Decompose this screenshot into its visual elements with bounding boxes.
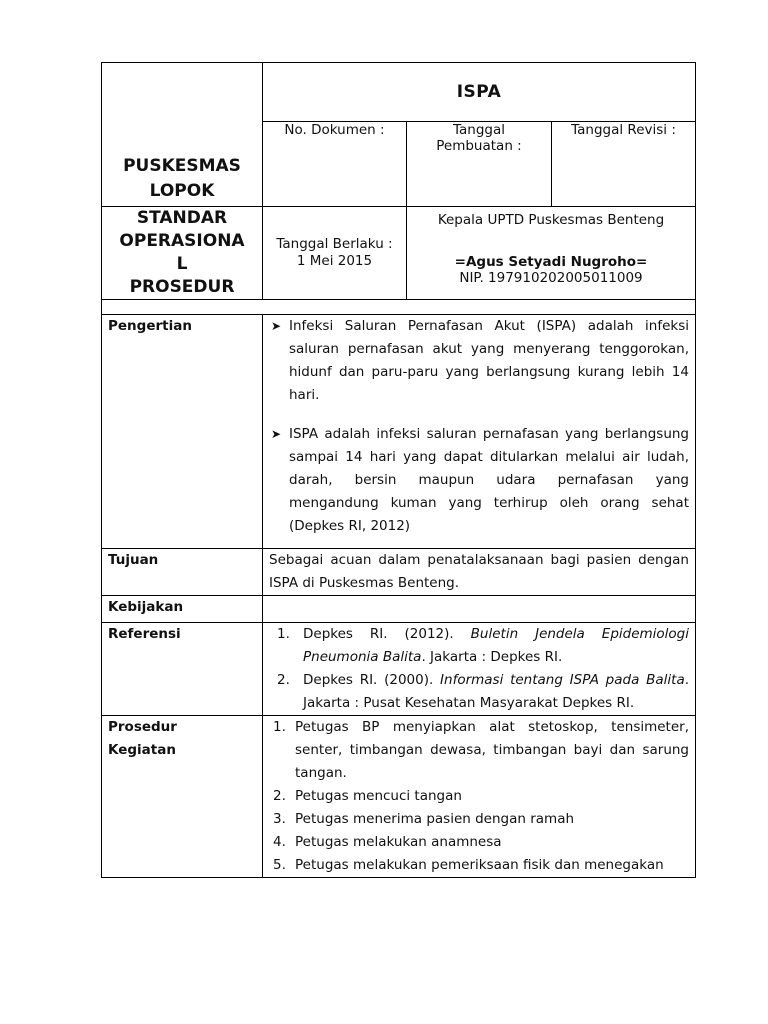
list-number: 1. [273,719,286,735]
referensi-content [263,623,696,716]
sop-line4: PROSEDUR [129,277,235,297]
document-title: ISPA [263,63,696,122]
spacer-row [102,300,696,315]
step-text: Petugas mencuci tangan [295,788,462,804]
kepala-label: Kepala UPTD Puskesmas Benteng [437,212,665,228]
arrow-bullet-icon: ➤ [271,319,282,333]
list-number: 1. [277,626,290,642]
list-item [269,808,689,831]
sop-line2: OPERASIONA [119,231,245,251]
sop-line3: L [176,254,188,274]
step-text: Petugas melakukan pemeriksaan fisik dan menegakan [295,857,664,873]
list-item [269,831,689,854]
step-text: Petugas melakukan anamnesa [295,834,502,850]
list-number: 4. [273,834,286,850]
tujuan-row [102,549,696,596]
prosedur-label-2: Kegiatan [108,742,176,758]
list-number: 3. [273,811,286,827]
org-name-cell [102,63,263,207]
list-number: 2. [273,788,286,804]
content-table [101,299,696,878]
referensi-list [269,623,689,715]
tanggal-revisi-label: Tanggal Revisi : [571,122,676,138]
org-line2: LOPOK [149,181,215,201]
pengertian-bullet-1-text: Infeksi Saluran Pernafasan Akut (ISPA) adalah infeksi saluran pernafasan akut yang menyerang tenggorokan, hidunf dan paru-paru yang berlangsung kurang lebih 14 hari. [289,318,689,403]
referensi-item-2 [269,669,689,715]
kebijakan-content [263,596,696,623]
no-dokumen-cell [263,122,407,207]
no-dokumen-label: No. Dokumen : [284,122,385,138]
pengertian-bullet-2-text: ISPA adalah infeksi saluran pernafasan yang berlangsung sampai 14 hari yang dapat ditularkan melalui air ludah, darah, bersin maupun udara pernafasan yang mengandung kuman yang terhirup oleh orang sehat (Depkes RI, 2012) [289,426,689,534]
kepala-name: =Agus Setyadi Nugroho= [454,254,648,270]
referensi-row [102,623,696,716]
prosedur-content [263,716,696,878]
tanggal-berlaku-value: 1 Mei 2015 [296,253,373,269]
referensi-label: Referensi [102,623,263,716]
prosedur-label-1: Prosedur [108,719,177,735]
list-number: 2. [277,672,290,688]
header-table [101,62,696,300]
ref2-author: Depkes RI. (2000). [303,672,441,688]
kepala-cell [407,207,696,300]
kebijakan-row [102,596,696,623]
prosedur-list [269,716,689,877]
sop-document [101,62,695,878]
arrow-bullet-icon: ➤ [271,427,282,441]
list-item [269,716,689,785]
tanggal-revisi-cell [552,122,696,207]
step-text: Petugas BP menyiapkan alat stetoskop, tensimeter, senter, timbangan dewasa, timbangan bayi dan sarung tangan. [295,719,689,781]
pengertian-bullet-2 [269,423,689,538]
pengertian-bullet-1 [269,315,689,407]
ref2-publisher: . Jakarta : Pusat Kesehatan Masyarakat Depkes RI. [303,672,690,711]
prosedur-row [102,716,696,878]
sop-title-cell [102,207,263,300]
sop-line1: STANDAR [136,208,228,228]
org-line1: PUSKESMAS [123,156,241,176]
tanggal-berlaku-cell [263,207,407,300]
tanggal-pembuatan-cell [407,122,552,207]
tanggal-berlaku-label: Tanggal Berlaku : [276,236,393,252]
tanggal-pembuatan-label-2: Pembuatan : [436,138,522,154]
tujuan-label: Tujuan [102,549,263,596]
list-number: 5. [273,857,286,873]
pengertian-content [263,315,696,549]
referensi-item-1 [269,623,689,669]
tujuan-content: Sebagai acuan dalam penatalaksanaan bagi pasien dengan ISPA di Puskesmas Benteng. [263,549,696,596]
list-item [269,854,689,877]
ref1-title: Buletin Jendela Epidemiologi Pneumonia Balita [303,626,690,665]
kepala-nip: NIP. 197910202005011009 [459,270,643,286]
step-text: Petugas menerima pasien dengan ramah [295,811,575,827]
ref2-title: Informasi tentang ISPA pada Balita [440,672,685,688]
prosedur-label [102,716,263,878]
list-item [269,785,689,808]
pengertian-label: Pengertian [102,315,263,549]
pengertian-row [102,315,696,549]
kebijakan-label: Kebijakan [102,596,263,623]
tanggal-pembuatan-label-1: Tanggal [452,122,505,138]
ref1-publisher: . Jakarta : Depkes RI. [421,649,563,665]
ref1-author: Depkes RI. (2012). [303,626,471,642]
